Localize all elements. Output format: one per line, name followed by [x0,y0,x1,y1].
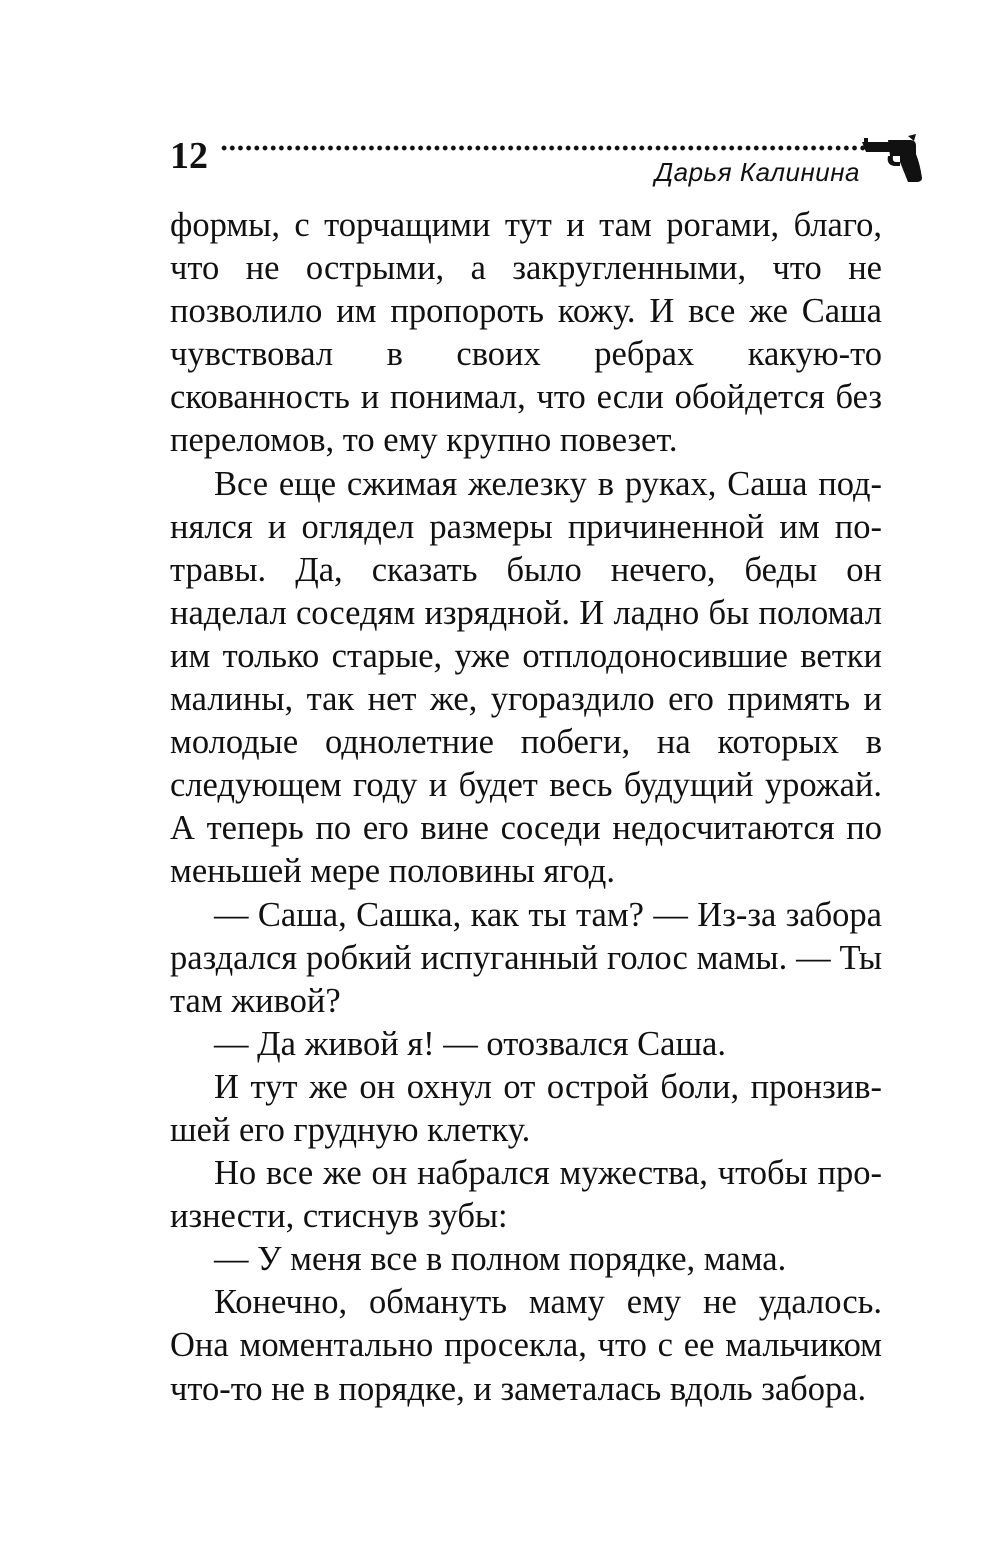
paragraph: — Да живой я! — отозвался Саша. [214,1024,726,1063]
revolver-icon [860,132,922,184]
paragraph: И тут же он охнул от острой боли, пронзившей его грудную клетку. [170,1067,882,1149]
paragraph: Но все же он набрался мужества, чтобы произнести, стиснув зубы: [170,1154,882,1236]
page-number: 12 [170,135,208,177]
running-head-author: Дарья Калинина [654,157,860,187]
page-header [170,128,930,198]
dotted-rule [220,144,872,152]
book-text [170,204,882,1411]
paragraph: — У меня все в полном порядке, мама. [214,1240,787,1279]
paragraph: Конечно, обмануть маму ему не удалось. Она моментально просекла, что с ее мальчиком что-то не в порядке, и заметалась вдоль забора. [170,1283,882,1408]
paragraph: — Саша, Сашка, как ты там? — Из-за забора раздался робкий испуганный голос мамы. — Ты там живой? [170,895,882,1020]
paragraph: формы, с торчащими тут и там рогами, благо, что не острыми, а закругленными, что не позволило им пропороть кожу. И все же Саша чувствовал в своих ребрах какую-то скованность и понимал, что если обойдется без переломов, то ему крупно повезет. [170,206,882,460]
paragraph: Все еще сжимая железку в руках, Саша поднялся и оглядел размеры причиненной им потравы. Да, сказать было нечего, беды он наделал соседям изрядной. И ладно бы поломал им только старые, уже отплодоносившие ветки малины, так нет же, угораздило его примять и молодые однолетние побеги, на которых в следующем году и будет весь будущий урожай. А теперь по его вине соседи недосчитаются по меньшей мере половины ягод. [170,464,882,891]
